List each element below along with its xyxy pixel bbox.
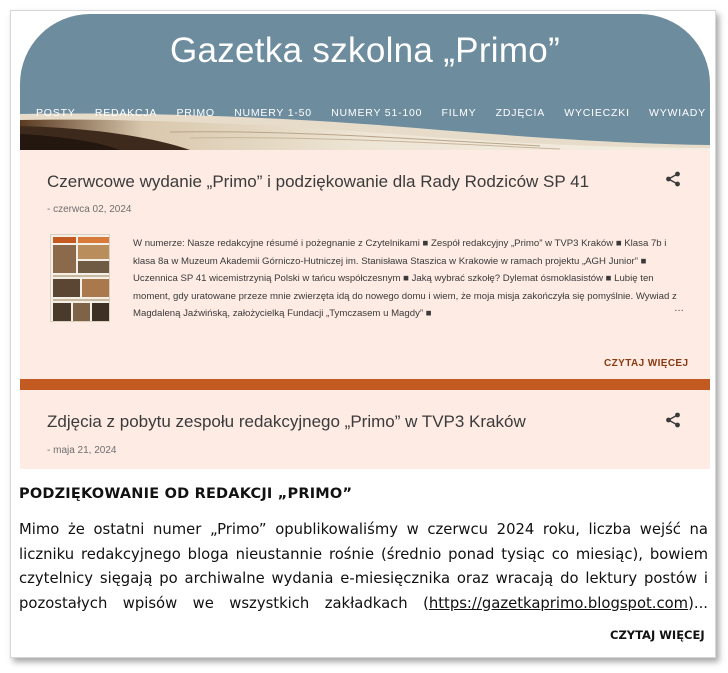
nav-item-wycieczki[interactable]: WYCIECZKI	[564, 107, 630, 119]
nav-item-numery-51-100[interactable]: NUMERY 51-100	[331, 107, 423, 119]
post-divider	[20, 379, 710, 390]
post-title[interactable]: Czerwcowe wydanie „Primo” i podziękowanie dla Rady Rodziców SP 41	[47, 172, 590, 191]
blog-title[interactable]: Gazetka szkolna „Primo”	[169, 31, 561, 70]
blog-url-link[interactable]: https://gazetkaprimo.blogspot.com	[428, 594, 689, 612]
read-more-link[interactable]: CZYTAJ WIĘCEJ	[604, 358, 689, 369]
thanks-body	[19, 518, 708, 616]
share-icon[interactable]	[665, 171, 681, 187]
post-title[interactable]: Zdjęcia z pobytu zespołu redakcyjnego „Primo” w TVP3 Kraków	[47, 412, 526, 431]
post-card	[20, 150, 710, 379]
thanks-heading: PODZIĘKOWANIE OD REDAKCJI „PRIMO”	[19, 486, 353, 502]
share-icon[interactable]	[665, 412, 681, 428]
nav-item-filmy[interactable]: FILMY	[441, 107, 477, 119]
post-thumbnail[interactable]	[50, 234, 110, 322]
post-snippet: W numerze: Nasze redakcyjne résumé i pożegnanie z Czytelnikami ■ Zespół redakcyjny „Primo” w TVP3 Kraków ■ Klasa 7b i klasa 8a w Muzeum Akademii Górniczo-Hutniczej im. Stanisława Staszica w Krakowie w ramach projektu „AGH Junior” ■ Uczennica SP 41 wicemistrzynią Polski w tańcu współczesnym ■ Jaką wybrać szkołę? Dylemat ósmoklasistów ■ Lubię ten moment, gdy uratowane przeze mnie zwierzęta idą do nowego domu i wiem, że moja misja zakończyła się pomyślnie. Wywiad z Magdaleną Jaźwińską, założycielką Fundacji „Tymczasem u Magdy” ■	[133, 238, 677, 319]
snippet-ellipsis: …	[674, 303, 684, 314]
blog-header	[20, 14, 710, 150]
thanks-body-text: Mimo że ostatni numer „Primo” opublikowaliśmy w czerwcu 2024 roku, liczba wejść na liczniku redakcyjnego bloga nieustannie rośnie (średnio ponad tysiąc co miesiąc), bowiem czytelnicy sięgają po archiwalne wydania e-miesięcznika oraz wracają do lektury postów i pozostałych wpisów we wszystkich zakładkach (	[19, 521, 708, 612]
newspaper-thumbnail-image	[51, 235, 110, 322]
nav-item-zdjecia[interactable]: ZDJĘCIA	[495, 107, 546, 119]
nav-item-primo[interactable]: PRIMO	[176, 107, 215, 119]
nav-item-redakcja[interactable]: REDAKCJA	[94, 107, 158, 119]
nav-item-wywiady[interactable]: WYWIADY	[649, 107, 706, 119]
thanks-body-end: )...	[688, 594, 708, 612]
nav-item-numery-1-50[interactable]: NUMERY 1-50	[234, 107, 312, 119]
blog-page	[20, 14, 710, 469]
nav-item-posty[interactable]: POSTY	[36, 107, 76, 119]
post-date: - maja 21, 2024	[47, 445, 117, 456]
post-card	[20, 390, 710, 469]
post-date: - czerwca 02, 2024	[47, 204, 132, 215]
main-nav	[20, 106, 710, 126]
read-more-link[interactable]: CZYTAJ WIĘCEJ	[610, 628, 705, 642]
